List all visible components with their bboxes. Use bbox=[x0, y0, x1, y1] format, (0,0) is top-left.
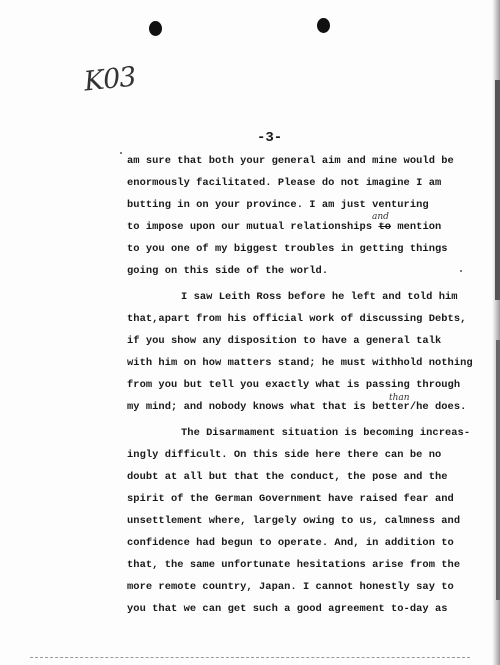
scan-edge-shadow bbox=[496, 340, 500, 600]
scan-edge-shadow bbox=[495, 80, 500, 300]
text-line: from you but tell you exactly what is passing through bbox=[127, 379, 461, 391]
text-line: butting in on your province. I am just venturing bbox=[127, 199, 429, 211]
page-number: -3- bbox=[257, 130, 283, 146]
text-line: am sure that both your general aim and mine would be bbox=[127, 155, 454, 167]
text-line: unsettlement where, largely owing to us, calmness and bbox=[127, 515, 461, 527]
struck-word: to bbox=[378, 221, 392, 233]
text-line: with him on how matters stand; he must withhold nothing bbox=[127, 357, 473, 369]
text-line: that,apart from his official work of discussing Debts, bbox=[127, 313, 467, 325]
paper-speck bbox=[120, 152, 122, 154]
text-line: The Disarmament situation is becoming increas- bbox=[181, 427, 471, 439]
handwritten-mark: K03 bbox=[82, 61, 138, 98]
text-line: spirit of the German Government have raised fear and bbox=[127, 493, 454, 505]
text-line bbox=[127, 221, 441, 233]
text-line: ingly difficult. On this side here there can be no bbox=[127, 449, 442, 461]
text-line: doubt at all but that the conduct, the pose and the bbox=[127, 471, 448, 483]
text-fragment: mention bbox=[397, 221, 442, 233]
text-line: you that we can get such a good agreement to-day as bbox=[127, 603, 448, 615]
paper-speck bbox=[460, 270, 462, 272]
text-line: that, the same unfortunate hesitations arise from the bbox=[127, 559, 461, 571]
text-line: if you show any disposition to have a general talk bbox=[127, 335, 442, 347]
text-line: I saw Leith Ross before he left and told him bbox=[181, 291, 458, 303]
text-line: confidence had begun to operate. And, in addition to bbox=[127, 537, 454, 549]
text-line: to you one of my biggest troubles in getting things bbox=[127, 243, 448, 255]
inserted-word-and: and bbox=[372, 212, 389, 222]
text-line: more remote country, Japan. I cannot honestly say to bbox=[127, 581, 454, 593]
text-line: my mind; and nobody knows what that is better/he does. bbox=[127, 401, 467, 413]
text-line: going on this side of the world. bbox=[127, 265, 329, 277]
scan-edge-bottom bbox=[30, 657, 470, 659]
text-line: enormously facilitated. Please do not imagine I am bbox=[127, 177, 442, 189]
punch-hole-right bbox=[317, 18, 330, 33]
text-fragment: to impose upon our mutual relationships bbox=[127, 221, 373, 233]
inserted-word-than: than bbox=[389, 393, 410, 403]
punch-hole-left bbox=[149, 21, 162, 36]
